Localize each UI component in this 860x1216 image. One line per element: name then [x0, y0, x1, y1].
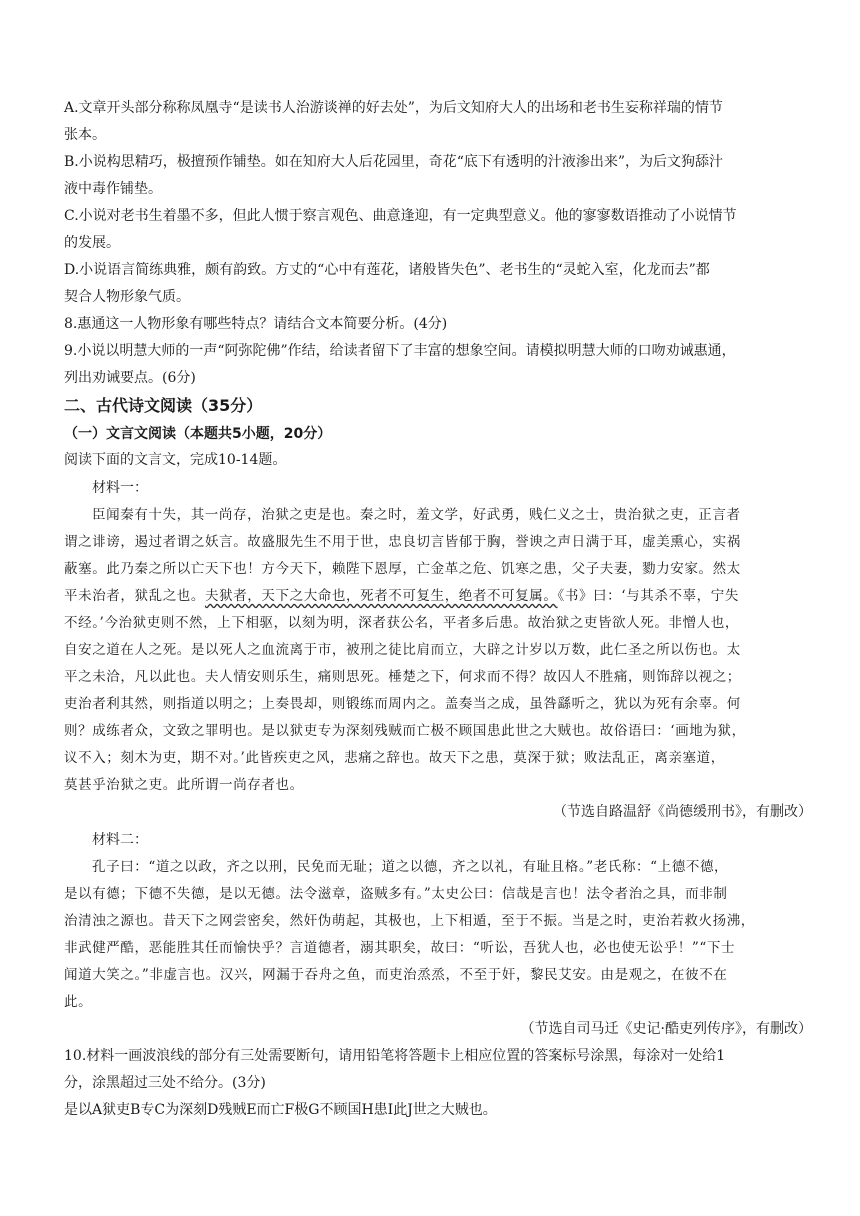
material-2-source: （节选自司马迁《史记·酷吏列传序》，有删改） [520, 1021, 812, 1037]
material-2-line: 非武健严酷，恶能胜其任而愉快乎？言道德者，溺其职矣，故曰：“听讼，吾犹人也，必也使无讼乎！”“下士 [64, 940, 736, 956]
material-1-label: 材料一： [92, 480, 148, 496]
material-1-line: 臣闻秦有十失，其一尚存，治狱之吏是也。秦之时，羞文学，好武勇，贱仁义之士，贵治狱之吏，正言者 [92, 507, 741, 523]
material-1-line: 吏治者利其然，则指道以明之；上奏畏却，则锻练而周内之。盖奏当之成，虽咎繇听之，犹以为死有余辜。何 [64, 696, 741, 712]
material-2-line: 闻道大笑之。”非虚言也。汉兴，网漏于吞舟之鱼，而吏治烝烝，不至于奸，黎民艾安。由是观之，在彼不在 [64, 967, 728, 983]
material-1-line: 蔽塞。此乃秦之所以亡天下也！方今天下，赖陛下恩厚，亡金革之危、饥寒之患，父子夫妻，勠力安家。然太 [64, 561, 741, 577]
question-10-line2: 分，涂黑超过三处不给分。(3分) [64, 1075, 266, 1091]
option-d-line2: 契合人物形象气质。 [64, 289, 190, 305]
question-9-line2: 列出劝诫要点。(6分) [64, 370, 196, 386]
material-1-line [64, 586, 739, 606]
option-b-line2: 液中毒作铺垫。 [64, 181, 162, 197]
question-10-line1: 10.材料一画波浪线的部分有三处需要断句，请用铅笔将答题卡上相应位置的答案标号涂黑，每涂对一处给1 [64, 1048, 726, 1064]
option-b-line1: B.小说构思精巧，极擅预作铺垫。如在知府大人后花园里，奇花“底下有透明的汁液渗出来”，为后文狗舔汁 [64, 154, 724, 170]
material-1-line: 议不入；刻木为吏，期不对。’此皆疾吏之风，悲痛之辞也。故天下之患，莫深于狱；败法乱正，离亲塞道， [64, 750, 725, 766]
material-1-line: 不经。’今治狱吏则不然，上下相驱，以刻为明，深者获公名，平者多后患。故治狱之吏皆欲人死。非憎人也， [64, 615, 739, 631]
option-c-line2: 的发展。 [64, 235, 120, 251]
option-a-line2: 张本。 [64, 127, 106, 143]
material-2-line: 孔子曰：“道之以政，齐之以刑，民免而无耻；道之以德，齐之以礼，有耻且格。”老氏称：“上德不德， [92, 859, 729, 875]
material-1-line: 莫甚乎治狱之吏。此所谓一尚存者也。 [64, 777, 304, 793]
wavy-underlined-text: 夫狱者，天下之大命也，死者不可复生，绝者不可复属。 [205, 588, 558, 604]
material-1-text: 《书》曰：‘与其杀不辜，宁失 [557, 588, 739, 604]
option-d-line1: D.小说语言简练典雅，颇有韵致。方丈的“心中有莲花，诸般皆失色”、老书生的“灵蛇入室，化龙而去”都 [64, 262, 710, 278]
material-1-source: （节选自路温舒《尚德缓刑书》，有删改） [553, 804, 812, 820]
reading-instruction: 阅读下面的文言文，完成10-14题。 [64, 452, 287, 468]
material-2-line: 此。 [64, 994, 93, 1010]
question-9-line1: 9.小说以明慧大师的一声“阿弥陀佛”作结，给读者留下了丰富的想象空间。请模拟明慧大师的口吻劝诫惠通， [64, 343, 736, 359]
material-1-line: 谓之诽谤，遏过者谓之妖言。故盛服先生不用于世，忠良切言皆郁于胸，誉谀之声日满于耳，虚美熏心，实祸 [64, 534, 741, 550]
material-1-line: 自安之道在人之死。是以死人之血流离于市，被刑之徒比肩而立，大辟之计岁以万数，此仁圣之所以伤也。太 [64, 642, 741, 658]
section-heading-ancient-poetry: 二、古代诗文阅读（35分） [64, 396, 263, 415]
subsection-heading-classical-prose: （一）文言文阅读（本题共5小题，20分） [64, 426, 332, 442]
material-1-line: 平之未洽，凡以此也。夫人情安则乐生，痛则思死。棰楚之下，何求而不得？故囚人不胜痛，则饰辞以视之； [64, 669, 741, 685]
question-10-options: 是以A狱吏B专C为深刻D残贼E而亡F极G不顾国H患I此J世之大贼也。 [64, 1102, 497, 1118]
material-1-text: 平未治者，狱乱之也。 [64, 588, 205, 604]
material-1-line: 则？成练者众，文致之罪明也。是以狱吏专为深刻残贼而亡极不顾国患此世之大贼也。故俗语曰：‘画地为狱， [64, 723, 746, 739]
option-c-line1: C.小说对老书生着墨不多，但此人惯于察言观色、曲意逢迎，有一定典型意义。他的寥寥数语推动了小说情节 [64, 208, 737, 224]
material-2-label: 材料二： [92, 832, 148, 848]
material-2-line: 是以有德；下德不失德，是以无德。法令滋章，盗贼多有。”太史公曰：信哉是言也！法令者治之具，而非制 [64, 886, 728, 902]
option-a-line1: A.文章开头部分称称凤凰寺“是读书人治游谈禅的好去处”，为后文知府大人的出场和老书生妄称祥瑞的情节 [64, 100, 723, 116]
question-8: 8.惠通这一人物形象有哪些特点？请结合文本简要分析。(4分) [64, 316, 448, 332]
material-2-line: 治清浊之源也。昔天下之网尝密矣，然奸伪萌起，其极也，上下相遁，至于不振。当是之时，吏治若救火扬沸， [64, 913, 755, 929]
